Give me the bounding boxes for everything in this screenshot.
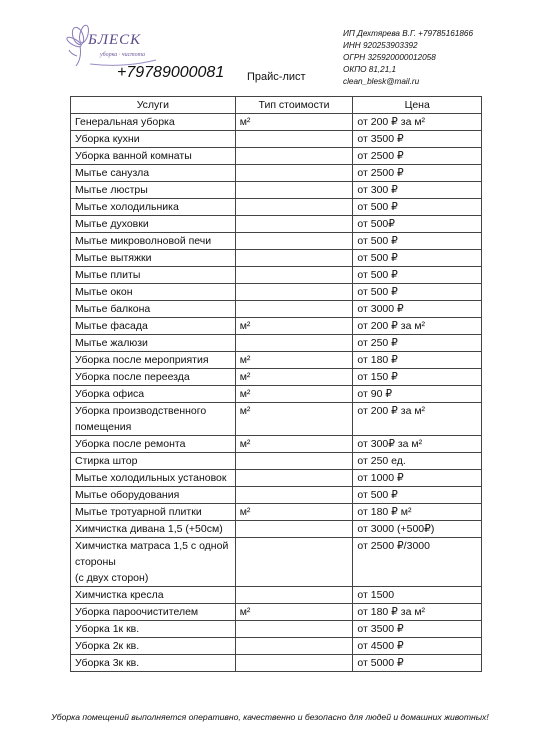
cost-type-cell — [235, 267, 353, 284]
cost-type-cell: м² — [235, 436, 353, 453]
company-info-line: ИНН 920253903392 — [343, 40, 418, 50]
service-cell: Стирка штор — [71, 453, 236, 470]
cost-type-cell — [235, 487, 353, 504]
price-cell: от 500 ₽ — [353, 233, 482, 250]
table-row — [71, 521, 482, 538]
cost-type-cell — [235, 284, 353, 301]
price-cell: от 500 ₽ — [353, 284, 482, 301]
price-cell: от 500₽ — [353, 216, 482, 233]
service-cell: Мытье санузла — [71, 165, 236, 182]
service-cell: Уборка кухни — [71, 131, 236, 148]
price-cell: от 2500 ₽/3000 — [353, 538, 482, 587]
column-header-type: Тип стоимости — [235, 97, 353, 114]
cost-type-cell — [235, 655, 353, 672]
service-cell: Уборка 3к кв. — [71, 655, 236, 672]
price-cell: от 200 ₽ за м² — [353, 403, 482, 436]
service-cell: Мытье окон — [71, 284, 236, 301]
table-row — [71, 352, 482, 369]
service-cell: Уборка после переезда — [71, 369, 236, 386]
cost-type-cell — [235, 521, 353, 538]
logo-wordmark: БЛЕСК — [88, 32, 142, 48]
cost-type-cell — [235, 131, 353, 148]
service-cell: Генеральная уборка — [71, 114, 236, 131]
company-info-line: ОГРН 325920000012058 — [343, 52, 436, 62]
service-cell: Мытье жалюзи — [71, 335, 236, 352]
price-cell: от 5000 ₽ — [353, 655, 482, 672]
cost-type-cell — [235, 587, 353, 604]
table-row — [71, 199, 482, 216]
service-cell: Химчистка кресла — [71, 587, 236, 604]
price-cell: от 3500 ₽ — [353, 131, 482, 148]
price-cell: от 300₽ за м² — [353, 436, 482, 453]
column-header-price: Цена — [353, 97, 482, 114]
table-row — [71, 504, 482, 521]
cost-type-cell — [235, 638, 353, 655]
price-cell: от 200 ₽ за м² — [353, 318, 482, 335]
price-cell: от 2500 ₽ — [353, 148, 482, 165]
service-cell: Мытье духовки — [71, 216, 236, 233]
table-row — [71, 335, 482, 352]
price-cell: от 250 ₽ — [353, 335, 482, 352]
service-cell: Мытье микроволновой печи — [71, 233, 236, 250]
company-info-line: ОКПО 81,21,1 — [343, 64, 397, 74]
cost-type-cell — [235, 216, 353, 233]
price-cell: от 180 ₽ за м² — [353, 604, 482, 621]
table-row — [71, 403, 482, 436]
page-title: Прайс-лист — [247, 71, 306, 83]
table-row — [71, 386, 482, 403]
cost-type-cell: м² — [235, 386, 353, 403]
cost-type-cell — [235, 148, 353, 165]
cost-type-cell: м² — [235, 114, 353, 131]
service-cell: Мытье люстры — [71, 182, 236, 199]
service-cell: Мытье плиты — [71, 267, 236, 284]
cost-type-cell — [235, 453, 353, 470]
table-row — [71, 301, 482, 318]
cost-type-cell — [235, 301, 353, 318]
service-cell: Мытье фасада — [71, 318, 236, 335]
price-cell: от 3500 ₽ — [353, 621, 482, 638]
price-cell: от 1000 ₽ — [353, 470, 482, 487]
table-row — [71, 604, 482, 621]
table-row — [71, 318, 482, 335]
cost-type-cell — [235, 470, 353, 487]
price-cell: от 180 ₽ — [353, 352, 482, 369]
price-cell: от 3000 ₽ — [353, 301, 482, 318]
table-row — [71, 436, 482, 453]
phone-number: +79789000081 — [117, 64, 225, 81]
cost-type-cell: м² — [235, 604, 353, 621]
table-row — [71, 284, 482, 301]
table-row — [71, 470, 482, 487]
price-cell: от 150 ₽ — [353, 369, 482, 386]
footer-note: Уборка помещений выполняется оперативно, качественно и безопасно для людей и домашних животных! — [51, 712, 489, 722]
company-email: clean_blesk@mail.ru — [343, 76, 420, 86]
table-row — [71, 453, 482, 470]
cost-type-cell — [235, 335, 353, 352]
table-row — [71, 148, 482, 165]
service-cell: Уборка производственного помещения — [71, 403, 236, 436]
logo-tagline: уборка · чистота — [100, 52, 146, 58]
company-info-line: ИП Дехтярева В.Г. +79785161866 — [343, 29, 474, 38]
price-cell: от 250 ед. — [353, 453, 482, 470]
cost-type-cell: м² — [235, 369, 353, 386]
table-row — [71, 267, 482, 284]
service-cell: Уборка после мероприятия — [71, 352, 236, 369]
service-cell: Мытье балкона — [71, 301, 236, 318]
service-cell: Мытье вытяжки — [71, 250, 236, 267]
table-row — [71, 165, 482, 182]
cost-type-cell — [235, 182, 353, 199]
table-row — [71, 233, 482, 250]
table-row — [71, 216, 482, 233]
table-row — [71, 114, 482, 131]
table-row — [71, 621, 482, 638]
company-info — [343, 28, 473, 88]
price-cell: от 500 ₽ — [353, 250, 482, 267]
table-row — [71, 538, 482, 587]
price-cell: от 3000 (+500₽) — [353, 521, 482, 538]
price-cell: от 500 ₽ — [353, 267, 482, 284]
service-cell: Уборка после ремонта — [71, 436, 236, 453]
cost-type-cell: м² — [235, 318, 353, 335]
price-cell: от 300 ₽ — [353, 182, 482, 199]
price-cell: от 1500 — [353, 587, 482, 604]
cost-type-cell — [235, 233, 353, 250]
price-cell: от 180 ₽ м² — [353, 504, 482, 521]
cost-type-cell: м² — [235, 403, 353, 436]
price-cell: от 90 ₽ — [353, 386, 482, 403]
column-header-service: Услуги — [71, 97, 236, 114]
service-cell: Уборка офиса — [71, 386, 236, 403]
table-row — [71, 250, 482, 267]
table-row — [71, 487, 482, 504]
price-cell: от 200 ₽ за м² — [353, 114, 482, 131]
service-cell: Уборка 1к кв. — [71, 621, 236, 638]
table-row — [71, 131, 482, 148]
price-cell: от 2500 ₽ — [353, 165, 482, 182]
cost-type-cell: м² — [235, 352, 353, 369]
table-row — [71, 587, 482, 604]
cost-type-cell — [235, 538, 353, 587]
price-cell: от 500 ₽ — [353, 199, 482, 216]
table-row — [71, 369, 482, 386]
service-cell: Химчистка матраса 1,5 с одной стороны (с двух сторон) — [71, 538, 236, 587]
service-cell: Мытье холодильника — [71, 199, 236, 216]
service-cell: Уборка 2к кв. — [71, 638, 236, 655]
service-cell: Мытье оборудования — [71, 487, 236, 504]
service-cell: Мытье холодильных установок — [71, 470, 236, 487]
table-row — [71, 638, 482, 655]
price-table — [70, 96, 482, 672]
table-row — [71, 655, 482, 672]
cost-type-cell — [235, 250, 353, 267]
cost-type-cell — [235, 199, 353, 216]
service-cell: Химчистка дивана 1,5 (+50см) — [71, 521, 236, 538]
price-cell: от 4500 ₽ — [353, 638, 482, 655]
service-cell: Мытье тротуарной плитки — [71, 504, 236, 521]
table-header-row — [71, 97, 482, 114]
service-cell: Уборка ванной комнаты — [71, 148, 236, 165]
table-row — [71, 182, 482, 199]
cost-type-cell: м² — [235, 504, 353, 521]
price-cell: от 500 ₽ — [353, 487, 482, 504]
cost-type-cell — [235, 621, 353, 638]
cost-type-cell — [235, 165, 353, 182]
service-cell: Уборка пароочистителем — [71, 604, 236, 621]
